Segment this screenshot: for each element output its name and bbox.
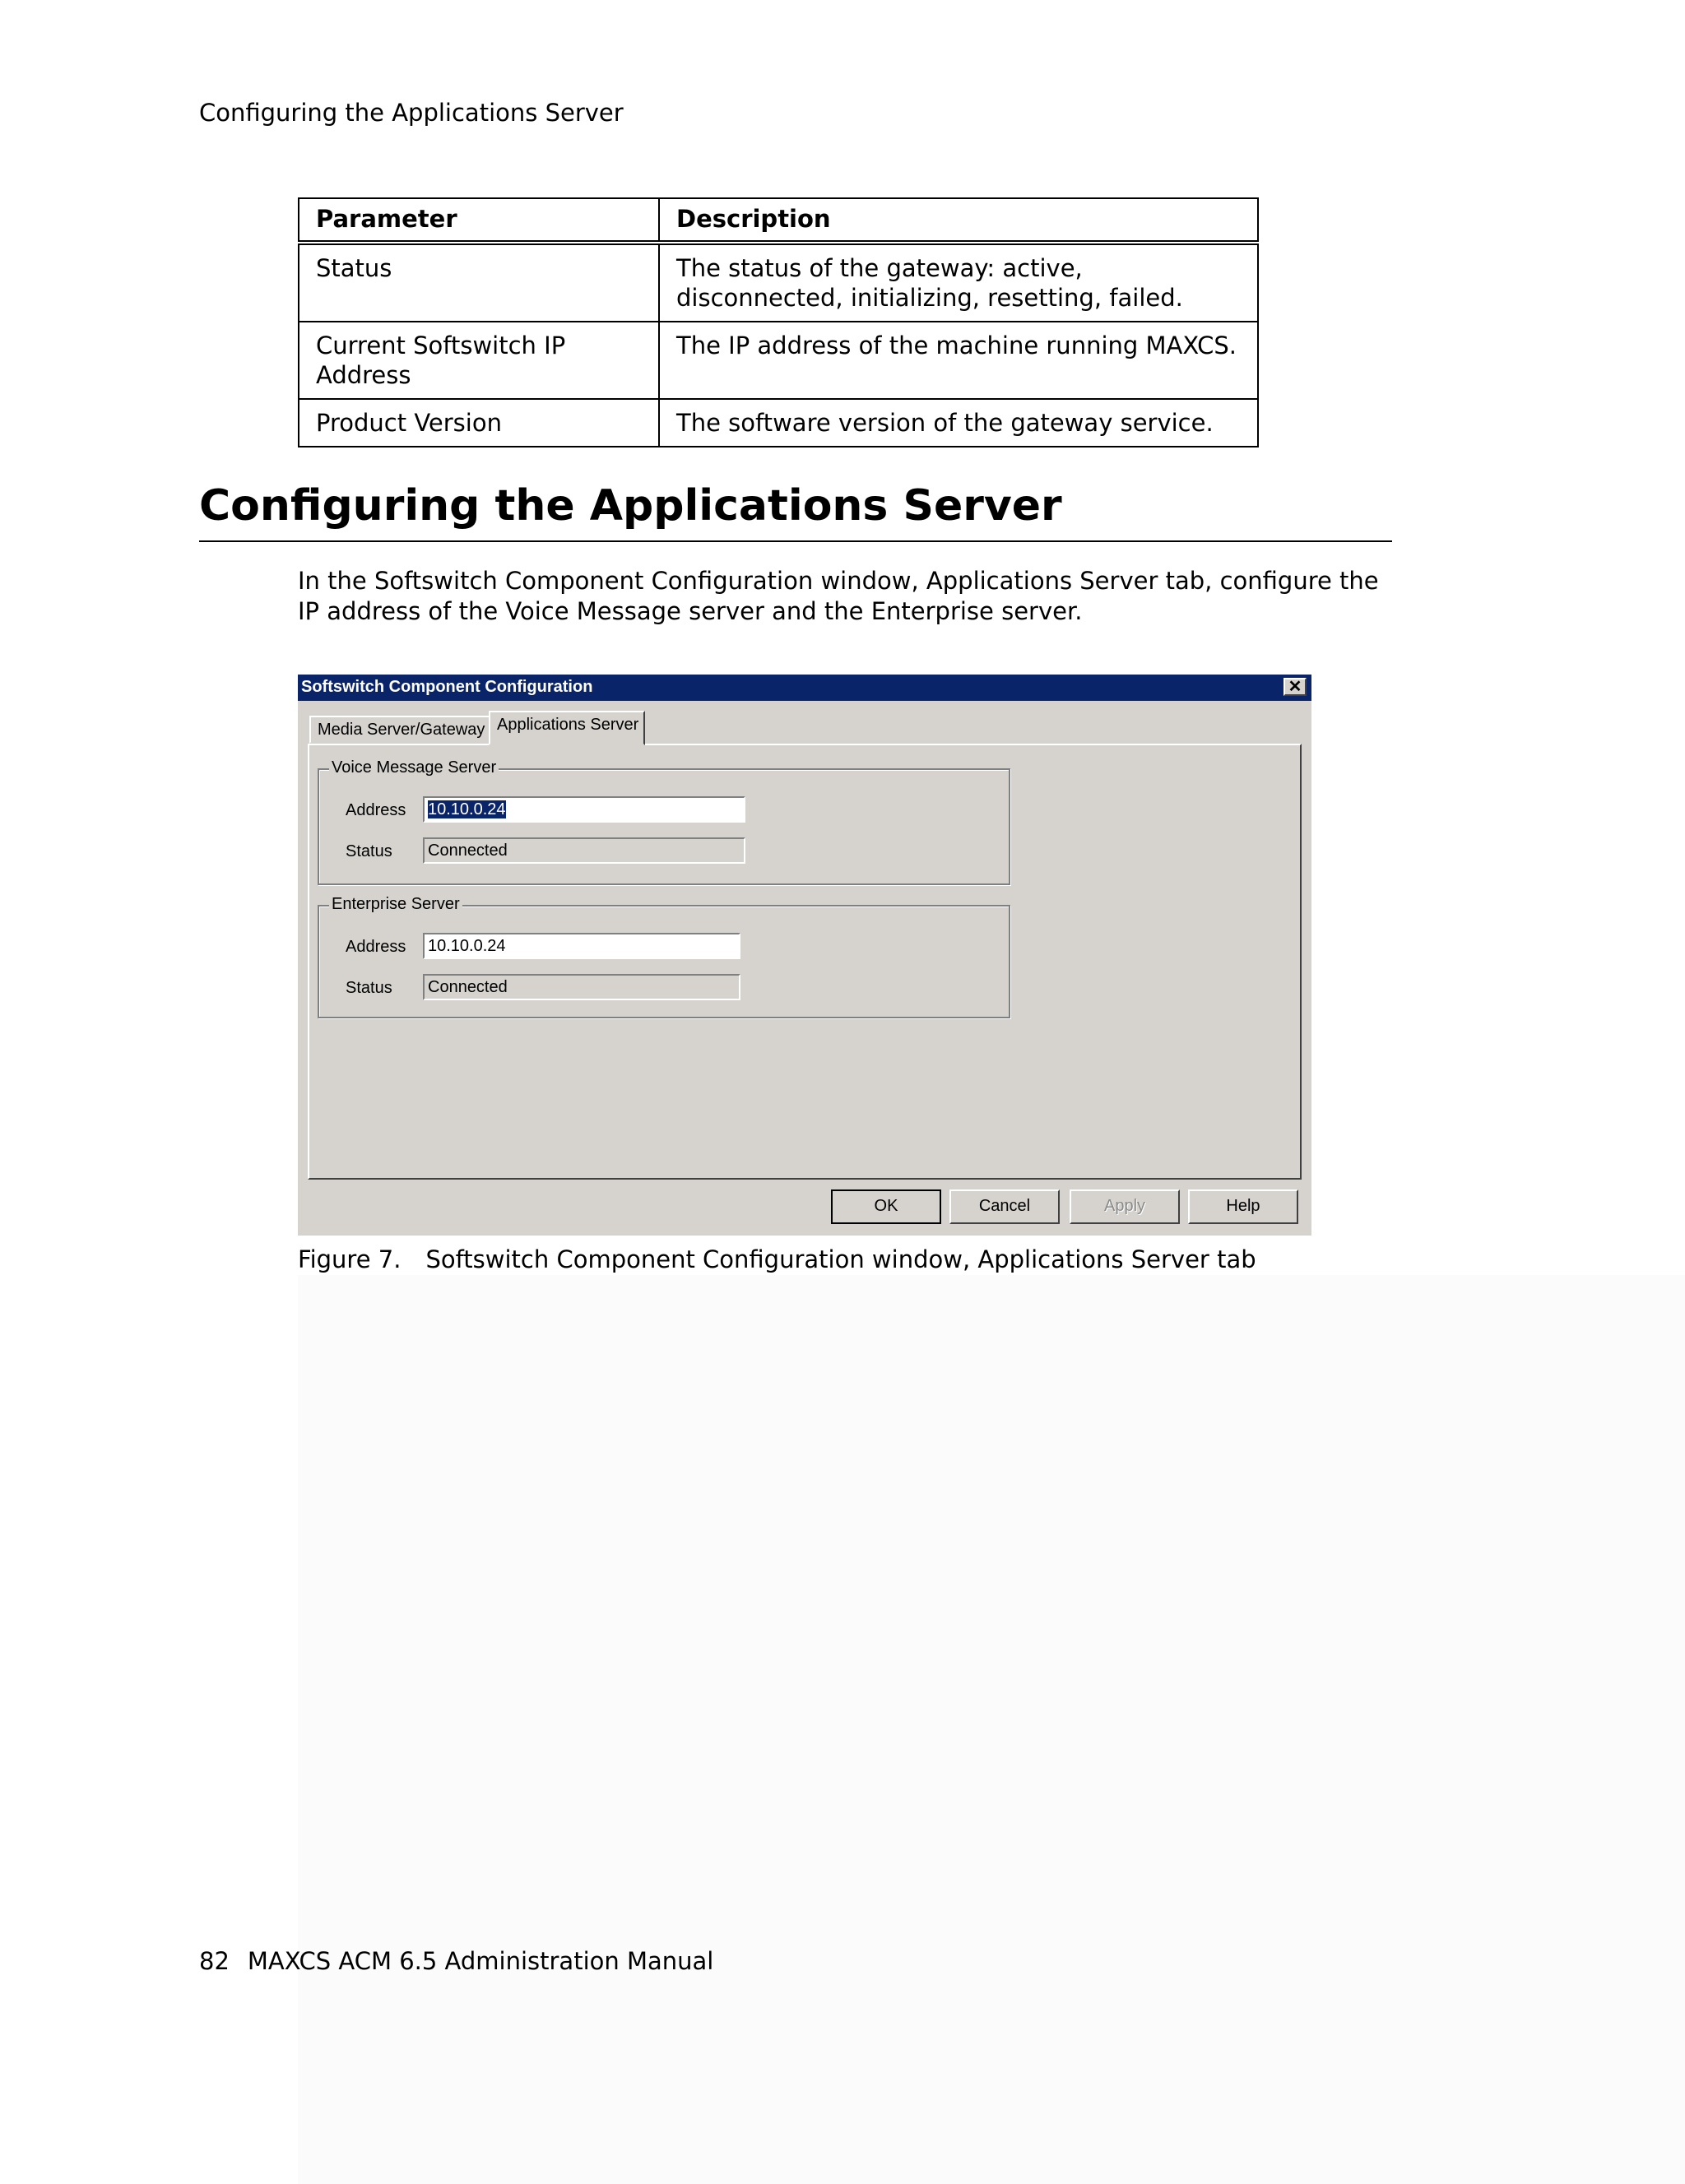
- running-header: Configuring the Applications Server: [199, 99, 624, 127]
- figure-caption-text: Softswitch Component Configuration window, Applications Server tab: [425, 1245, 1256, 1273]
- page-footer: [199, 1947, 713, 1975]
- table-cell-parameter: Status: [299, 243, 659, 322]
- vm-status-label: Status: [346, 842, 392, 860]
- cancel-button[interactable]: Cancel: [949, 1189, 1060, 1224]
- enterprise-server-group: [318, 895, 1010, 1018]
- table-cell-description: The software version of the gateway service.: [659, 399, 1258, 447]
- dialog-titlebar[interactable]: [298, 675, 1311, 701]
- column-header-parameter: Parameter: [299, 198, 659, 243]
- ent-status-field: Connected: [423, 974, 740, 1000]
- vm-status-field: Connected: [423, 837, 745, 864]
- softswitch-config-dialog: [298, 675, 1311, 1236]
- tab-applications-server[interactable]: Applications Server: [489, 711, 645, 745]
- parameter-table: [298, 197, 1259, 447]
- table-row: [299, 322, 1258, 399]
- table-cell-description: The IP address of the machine running MAXCS.: [659, 322, 1258, 399]
- ent-status-label: Status: [346, 979, 392, 997]
- vm-address-label: Address: [346, 801, 406, 819]
- group-legend: Enterprise Server: [329, 895, 462, 914]
- tab-media-server-gateway[interactable]: Media Server/Gateway: [309, 716, 490, 744]
- vm-address-input[interactable]: [423, 796, 745, 823]
- manual-title: MAXCS ACM 6.5 Administration Manual: [247, 1947, 714, 1975]
- table-header-row: [299, 198, 1258, 243]
- table-cell-description: The status of the gateway: active, disconnected, initializing, resetting, failed.: [659, 243, 1258, 322]
- group-legend: Voice Message Server: [329, 758, 499, 777]
- page-number: 82: [199, 1947, 230, 1975]
- page-background-shade: [298, 1275, 1685, 2184]
- section-body-text: In the Softswitch Component Configuration window, Applications Server tab, configure the IP address of the Voice Message server and the Enterprise server.: [298, 567, 1379, 625]
- section-title: Configuring the Applications Server: [199, 481, 1062, 531]
- ok-button[interactable]: OK: [831, 1189, 941, 1224]
- ent-address-label: Address: [346, 938, 406, 956]
- table-cell-parameter: Product Version: [299, 399, 659, 447]
- table-cell-parameter: Current Softswitch IP Address: [299, 322, 659, 399]
- figure-caption: [298, 1245, 1256, 1273]
- figure-number: Figure 7.: [298, 1245, 402, 1273]
- vm-address-value: 10.10.0.24: [428, 800, 506, 818]
- section-divider: [199, 540, 1392, 542]
- apply-button[interactable]: Apply: [1070, 1189, 1180, 1224]
- voice-message-server-group: [318, 758, 1010, 885]
- table-row: [299, 399, 1258, 447]
- help-button[interactable]: Help: [1188, 1189, 1298, 1224]
- table-row: [299, 243, 1258, 322]
- dialog-title: Softswitch Component Configuration: [301, 678, 593, 696]
- close-icon[interactable]: ✕: [1283, 678, 1307, 696]
- column-header-description: Description: [659, 198, 1258, 243]
- ent-address-input[interactable]: 10.10.0.24: [423, 933, 740, 959]
